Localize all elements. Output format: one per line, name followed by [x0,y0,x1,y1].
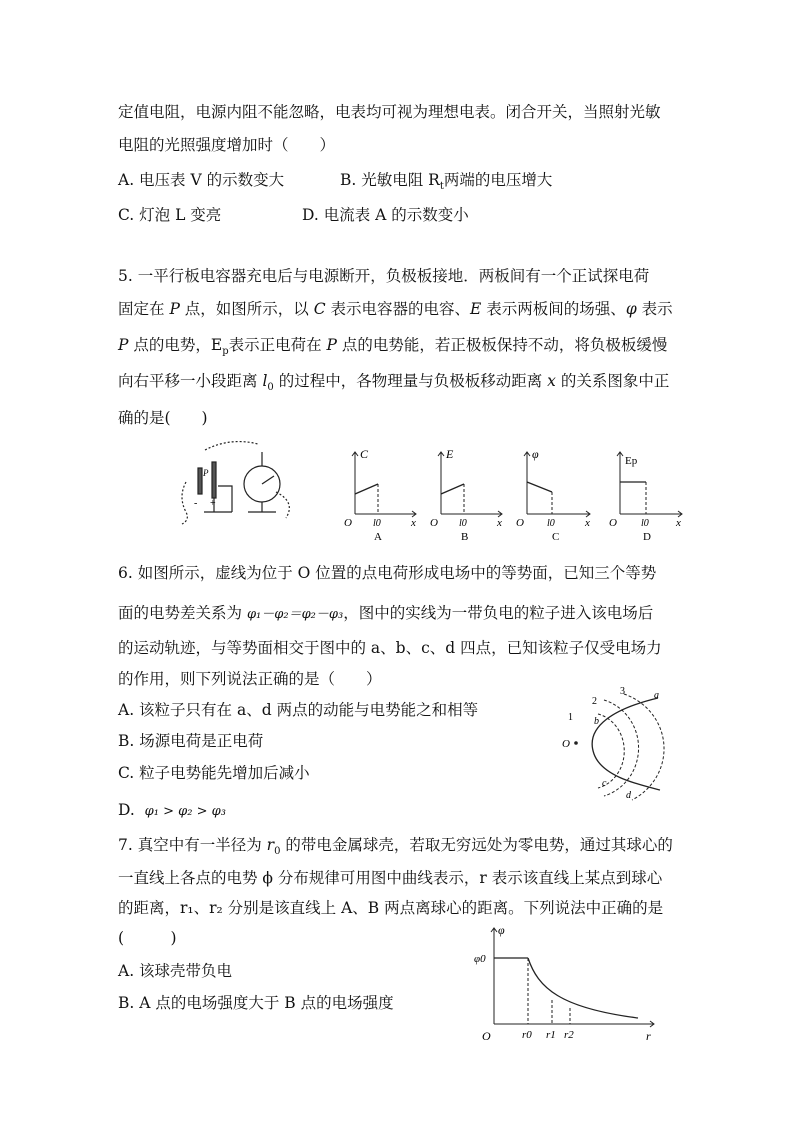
label-1: 1 [568,712,573,723]
q5-stem-line1: 5. 一平行板电容器充电后与电源断开，负极板接地．两板间有一个正试探电荷 [118,267,650,285]
graph-b-xlabel: x [497,517,502,529]
q6-stem-line1: 6. 如图所示，虚线为位于 O 位置的点电荷形成电场中的等势面，已知三个等势 [118,564,657,582]
q7-ylabel: φ [498,923,505,937]
q7-xlabel: r [646,1029,651,1043]
q4-option-c: C. 灯泡 L 变亮 [118,206,222,224]
q6-equipotential-figure [556,686,666,806]
label-c: c [602,778,607,789]
q4-option-d: D. 电流表 A 的示数变小 [302,206,469,224]
q5-stem-line4: 向右平移一小段距离 $l_0$ 的过程中，各物理量与负极板移动距离 x 的关系图象中正 [118,372,670,394]
point-charge-o [574,741,578,745]
q4-stem-line2: 电阻的光照强度增加时（ ） [118,136,336,154]
graph-a [352,452,416,517]
q7-stem-line1: 7. 真空中有一半径为 $r_0$ 的带电金属球壳，若取无穷远处为零电势，通过其球心的 [118,836,673,858]
graph-a-xlabel: x [411,517,416,529]
capacitor-circuit [182,442,289,524]
label-b: b [594,716,599,727]
graph-c [524,452,590,517]
q4-option-a: A. 电压表 V 的示数变大 [118,171,285,189]
circuit-label-p: P [203,468,209,478]
graph-b [438,452,502,517]
graph-b-tick: l0 [459,518,467,529]
graph-a-ylabel: C [360,447,369,461]
label-a: a [654,690,659,701]
q7-r1: r1 [546,1029,556,1041]
q6-stem-line2: 面的电势差关系为 φ₁－φ₂＝φ₂－φ₃，图中的实线为一带负电的粒子进入该电场后 [118,604,654,622]
q6-option-c: C. 粒子电势能先增加后减小 [118,764,310,782]
label-2: 2 [592,696,597,707]
graph-d-option: D [643,531,651,542]
circuit-label-plus: + [210,498,216,509]
graph-a-origin: O [344,517,352,529]
graph-a-option: A [374,531,382,542]
q6-option-b: B. 场源电荷是正电荷 [118,732,264,750]
q6-stem-line3: 的运动轨迹，与等势面相交于图中的 a、b、c、d 四点，已知该粒子仅受电场力 [118,639,662,657]
q7-r2: r2 [564,1029,574,1041]
graph-b-origin: O [430,517,438,529]
graph-c-origin: O [516,517,524,529]
q6-option-a: A. 该粒子只有在 a、d 两点的动能与电势能之和相等 [118,701,479,719]
graph-a-tick: l0 [373,518,381,529]
q6-option-d: D. φ₁ > φ₂ > φ₃ [118,801,226,819]
graph-d-tick: l0 [641,518,649,529]
q7-phi0: φ0 [474,953,486,965]
circuit-label-minus: - [194,498,198,509]
graph-d-origin: O [609,517,617,529]
label-d: d [626,790,631,801]
q4-option-b: B. 光敏电阻 $R_t$两端的电压增大 [340,171,553,193]
q7-option-b: B. A 点的电场强度大于 B 点的电场强度 [118,994,394,1012]
q7-stem-line2: 一直线上各点的电势 ϕ 分布规律可用图中曲线表示，r 表示该直线上某点到球心 [118,869,663,887]
q7-option-a: A. 该球壳带负电 [118,962,233,980]
q7-r0: r0 [522,1029,532,1041]
q7-potential-graph [470,918,660,1048]
graph-b-ylabel: E [446,447,454,461]
q7-origin: O [482,1029,491,1043]
q4-stem-line1: 定值电阻，电源内阻不能忽略，电表均可视为理想电表。闭合开关，当照射光敏 [118,103,661,121]
q5-stem-line3: P 点的电势，$E_p$表示正电荷在 P 点的电势能，若正极板保持不动，将负极板缓慢 [118,336,668,358]
graph-c-xlabel: x [585,517,590,529]
graph-d-xlabel: x [676,517,681,529]
graph-d-ylabel: Ep [625,455,638,467]
label-o: O [562,738,570,750]
graph-b-option: B [461,531,469,542]
q7-stem-line4: ( ) [118,929,177,947]
label-3: 3 [620,686,625,697]
q5-stem-line5: 确的是( ) [118,409,208,427]
graph-c-tick: l0 [547,518,555,529]
graph-c-option: C [552,531,560,542]
q6-stem-line4: 的作用，则下列说法正确的是（ ） [118,670,382,688]
q5-stem-line2: 固定在 P 点，如图所示，以 C 表示电容器的电容、E 表示两板间的场强、φ 表示 [118,300,673,318]
q7-stem-line3: 的距离，r₁、r₂ 分别是该直线上 A、B 两点离球心的距离。下列说法中正确的是 [118,899,664,917]
q5-figure [0,432,794,542]
graph-c-ylabel: φ [532,447,539,461]
